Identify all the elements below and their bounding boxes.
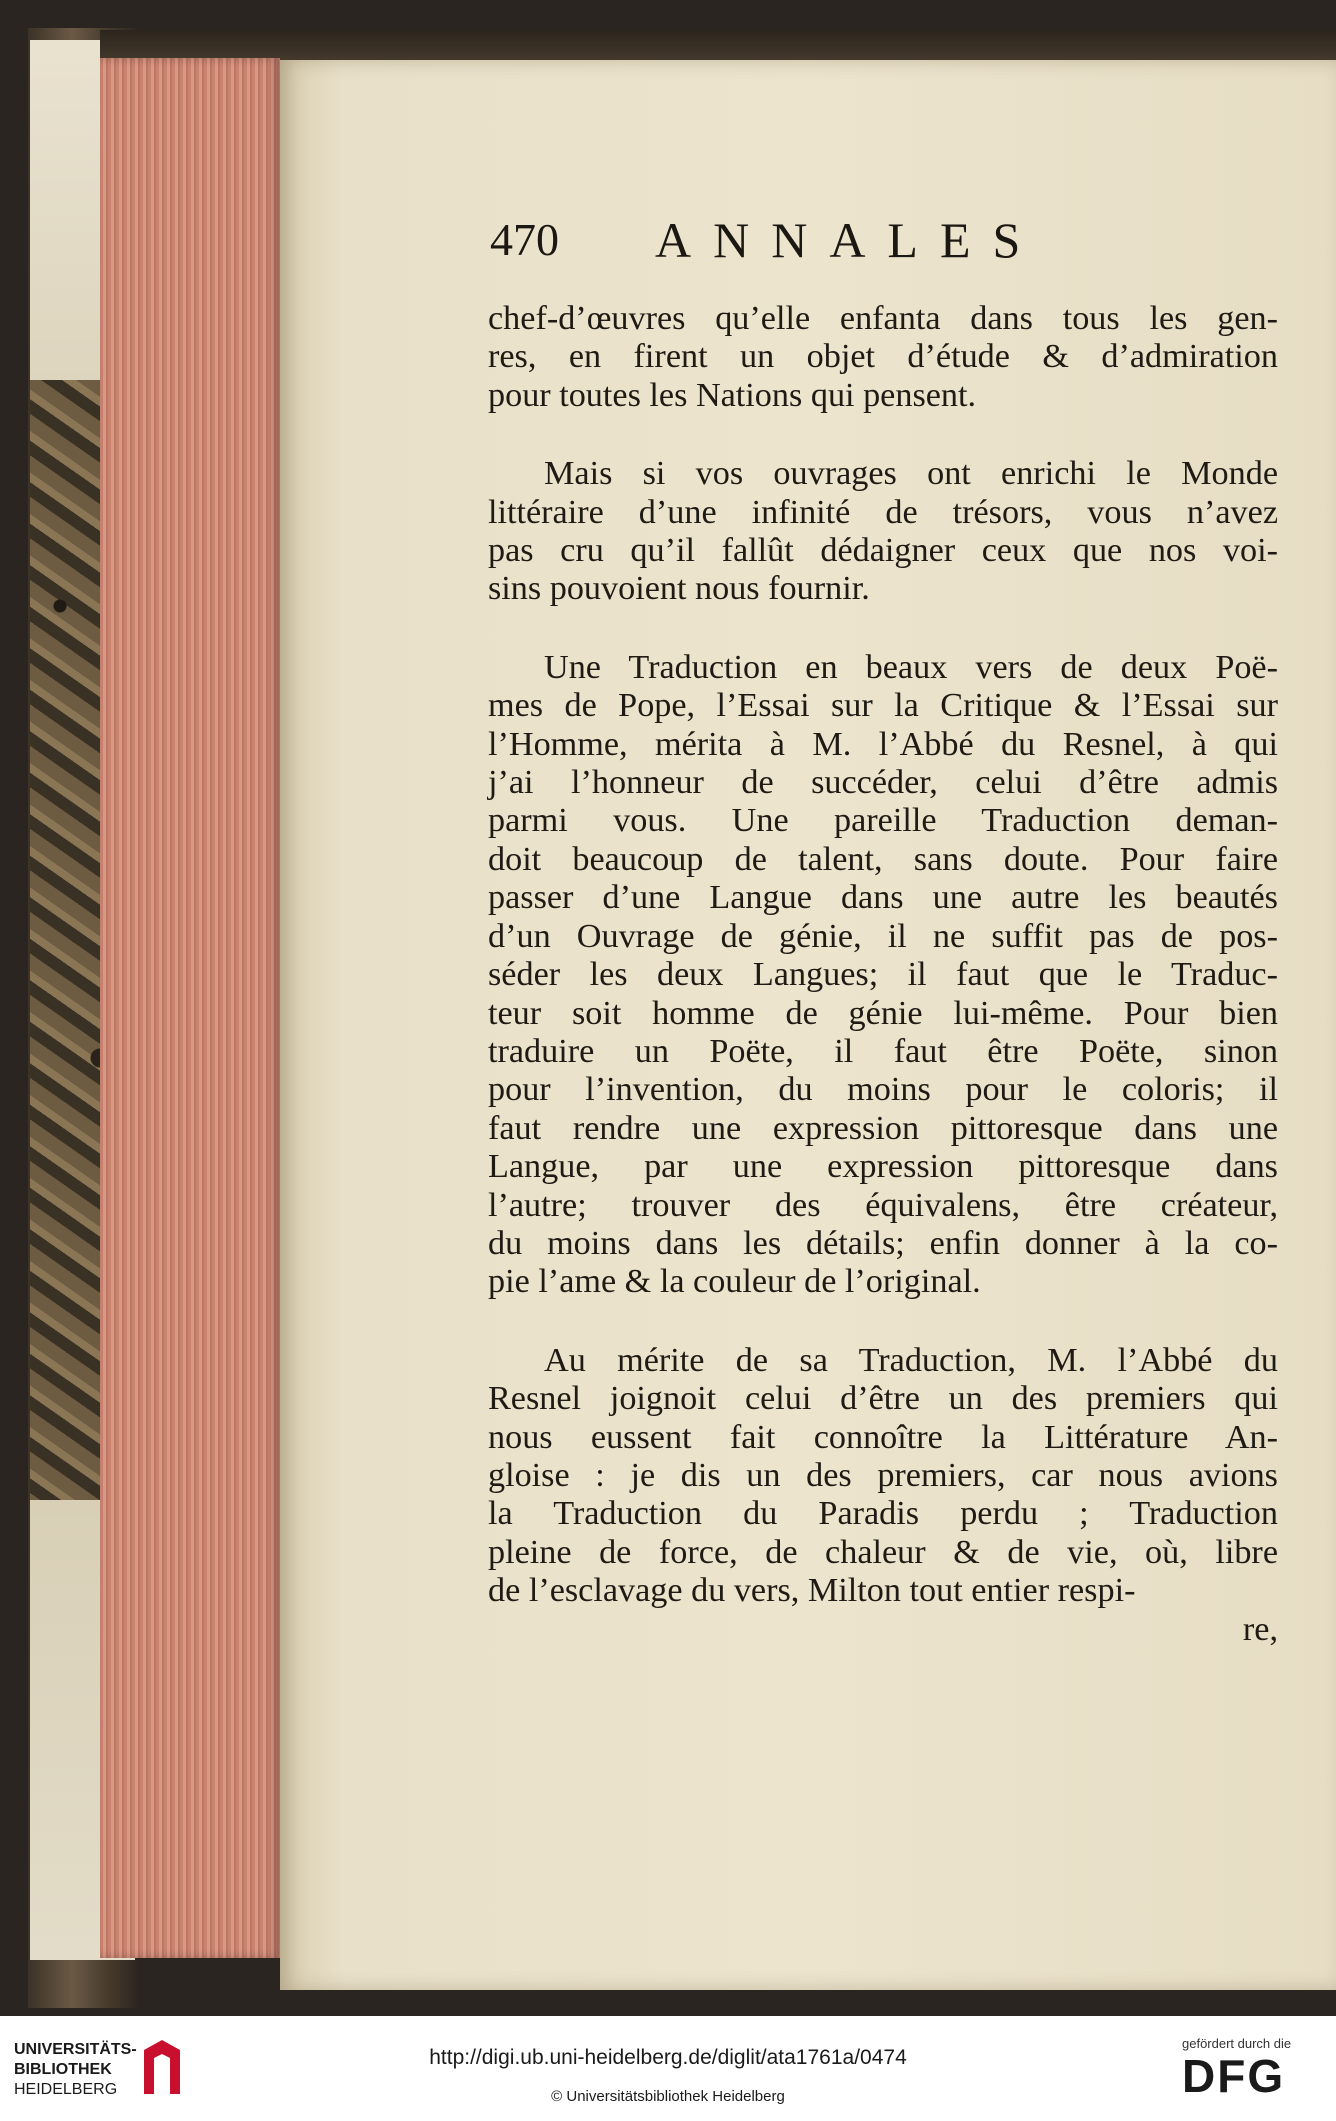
paragraph xyxy=(488,1342,1278,1649)
page-number: 470 xyxy=(490,214,559,265)
text-line: faut rendre une expression pittoresque dans une xyxy=(488,1109,1278,1147)
text-line: séder les deux Langues; il faut que le Traduc- xyxy=(488,956,1278,994)
page-edges xyxy=(100,58,280,1958)
text-line: nous eussent fait connoître la Littérature An- xyxy=(488,1418,1278,1456)
page-body-text xyxy=(488,300,1278,1649)
text-line: Au mérite de sa Traduction, M. l’Abbé du xyxy=(544,1341,1278,1379)
paragraph xyxy=(488,455,1278,609)
text-line: gloise : je dis un des premiers, car nous avions xyxy=(488,1456,1278,1494)
copyright-notice: © Universitätsbibliothek Heidelberg xyxy=(551,2088,785,2105)
text-line: pie l’ame & la couleur de l’original. xyxy=(488,1263,981,1301)
text-line: Resnel joignoit celui d’être un des premiers qui xyxy=(488,1380,1278,1418)
funding-label: gefördert durch die xyxy=(1182,2036,1292,2051)
text-line: Langue, par une expression pittoresque dans xyxy=(488,1148,1278,1186)
digital-library-footer xyxy=(0,2016,1336,2121)
text-line: Une Traduction en beaux vers de deux Poë- xyxy=(544,648,1278,686)
paragraph xyxy=(488,300,1278,415)
text-line: pleine de force, de chaleur & de vie, où, libre xyxy=(488,1533,1278,1571)
text-line: chef-d’œuvres qu’elle enfanta dans tous les gen- xyxy=(488,300,1278,337)
permalink-url[interactable]: http://digi.ub.uni-heidelberg.de/diglit/ata1761a/0474 xyxy=(429,2046,907,2069)
text-line: pour l’invention, du moins pour le coloris; il xyxy=(488,1071,1278,1109)
page-header xyxy=(490,210,1290,270)
text-line: l’Homme, mérita à M. l’Abbé du Resnel, à qui xyxy=(488,725,1278,763)
text-line: du moins dans les détails; enfin donner à la co- xyxy=(488,1224,1278,1262)
text-line: sins pouvoient nous fournir. xyxy=(488,570,870,608)
paragraph xyxy=(488,649,1278,1302)
dfg-logo-text: DFG xyxy=(1182,2050,1286,2102)
text-line: Mais si vos ouvrages ont enrichi le Monde xyxy=(544,455,1278,493)
text-line: j’ai l’honneur de succéder, celui d’être admis xyxy=(488,764,1278,802)
text-line: mes de Pope, l’Essai sur la Critique & l’Essai sur xyxy=(488,687,1278,725)
library-name-line: HEIDELBERG xyxy=(14,2081,118,2098)
text-line: l’autre; trouver des équivalens, être créateur, xyxy=(488,1186,1278,1224)
text-line: teur soit homme de génie lui-même. Pour bien xyxy=(488,994,1278,1032)
text-line: parmi vous. Une pareille Traduction deman- xyxy=(488,802,1278,840)
library-name-line: UNIVERSITÄTS- xyxy=(14,2041,137,2058)
text-line: res, en firent un objet d’étude & d’admiration xyxy=(488,338,1278,376)
dfg-funding-logo[interactable] xyxy=(1182,2036,1322,2116)
text-line: littéraire d’une infinité de trésors, vous n’avez xyxy=(488,493,1278,531)
catchword: re, xyxy=(1242,1610,1278,1648)
text-line: pour toutes les Nations qui pensent. xyxy=(488,376,977,414)
library-name-line: BIBLIOTHEK xyxy=(14,2061,112,2078)
text-line: doit beaucoup de talent, sans doute. Pour faire xyxy=(488,840,1278,878)
running-head: ANNALES xyxy=(655,212,1043,268)
text-line: traduire un Poëte, il faut être Poëte, sinon xyxy=(488,1032,1278,1070)
text-line: la Traduction du Paradis perdu ; Traduction xyxy=(488,1495,1278,1533)
text-line: de l’esclavage du vers, Milton tout entier respi- xyxy=(488,1572,1136,1610)
text-line: d’un Ouvrage de génie, il ne suffit pas de pos- xyxy=(488,917,1278,955)
text-line: passer d’une Langue dans une autre les beautés xyxy=(488,879,1278,917)
text-line: pas cru qu’il fallût dédaigner ceux que nos voi- xyxy=(488,532,1278,570)
